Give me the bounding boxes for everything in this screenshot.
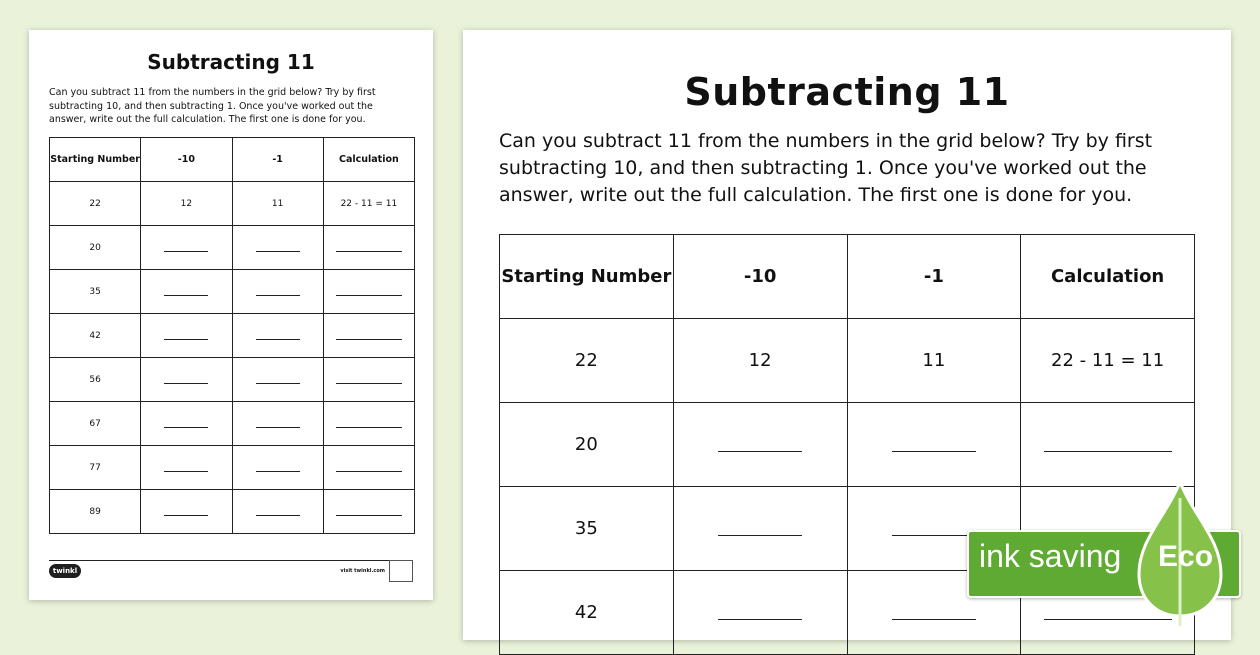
eco-label: Eco (1158, 540, 1214, 573)
answer-blank (673, 487, 847, 571)
quality-badge-icon (389, 560, 413, 582)
answer-blank (323, 226, 414, 270)
header-calculation: Calculation (1021, 235, 1195, 319)
cell-start: 42 (50, 314, 141, 358)
page-title: Subtracting 11 (147, 50, 315, 74)
header-minus-1: -1 (232, 138, 323, 182)
cell-start: 35 (50, 270, 141, 314)
answer-blank (232, 314, 323, 358)
cell-start: 42 (500, 571, 674, 655)
footer-url: visit twinkl.com (340, 568, 385, 574)
cell-start: 22 (50, 182, 141, 226)
page-title: Subtracting 11 (684, 70, 1010, 114)
answer-blank (141, 490, 232, 534)
answer-blank (323, 490, 414, 534)
answer-blank (323, 402, 414, 446)
table-header-row (50, 138, 415, 182)
header-calculation: Calculation (323, 138, 414, 182)
answer-blank (673, 403, 847, 487)
table-row (50, 402, 415, 446)
answer-blank (141, 446, 232, 490)
table-row (500, 403, 1195, 487)
table-row (500, 319, 1195, 403)
answer-blank (141, 358, 232, 402)
cell-start: 77 (50, 446, 141, 490)
answer-blank (232, 490, 323, 534)
cell-start: 20 (50, 226, 141, 270)
answer-blank (232, 226, 323, 270)
answer-blank (847, 403, 1021, 487)
answer-blank (141, 226, 232, 270)
answer-blank (323, 358, 414, 402)
worksheet-thumbnail (29, 30, 433, 600)
header-minus-10: -10 (141, 138, 232, 182)
cell-minus-10: 12 (141, 182, 232, 226)
table-header-row (500, 235, 1195, 319)
answer-blank (141, 402, 232, 446)
answer-blank (673, 571, 847, 655)
header-minus-1: -1 (847, 235, 1021, 319)
answer-blank (232, 358, 323, 402)
cell-start: 89 (50, 490, 141, 534)
header-starting-number: Starting Number (50, 138, 141, 182)
instructions: Can you subtract 11 from the numbers in the grid below? Try by first subtracting 10, and then subtracting 1. Once you've worked out the answer, write out the full calculation. The first one is done for you. (49, 87, 376, 125)
table-row (50, 270, 415, 314)
header-minus-10: -10 (673, 235, 847, 319)
twinkl-logo: twinkl (49, 564, 81, 578)
cell-start: 22 (500, 319, 674, 403)
cell-start: 20 (500, 403, 674, 487)
cell-start: 67 (50, 402, 141, 446)
instructions: Can you subtract 11 from the numbers in the grid below? Try by first subtracting 10, and then subtracting 1. Once you've worked out the answer, write out the full calculation. The first one is done for you. (499, 130, 1153, 206)
table-row (50, 314, 415, 358)
answer-blank (232, 402, 323, 446)
cell-calc: 22 - 11 = 11 (323, 182, 414, 226)
header-starting-number: Starting Number (500, 235, 674, 319)
cell-minus-1: 11 (232, 182, 323, 226)
cell-start: 56 (50, 358, 141, 402)
answer-blank (141, 270, 232, 314)
table-row (50, 358, 415, 402)
answer-blank (141, 314, 232, 358)
cell-calc: 22 - 11 = 11 (1021, 319, 1195, 403)
table-row (50, 226, 415, 270)
table-row (50, 490, 415, 534)
cell-minus-1: 11 (847, 319, 1021, 403)
answer-blank (323, 270, 414, 314)
answer-blank (232, 270, 323, 314)
cell-start: 35 (500, 487, 674, 571)
answer-blank (232, 446, 323, 490)
cell-minus-10: 12 (673, 319, 847, 403)
worksheet-table (49, 137, 415, 534)
table-row (50, 182, 415, 226)
answer-blank (1021, 403, 1195, 487)
answer-blank (323, 446, 414, 490)
table-row (50, 446, 415, 490)
answer-blank (323, 314, 414, 358)
footer-divider (49, 560, 413, 561)
ink-saving-label: ink saving (979, 538, 1122, 574)
